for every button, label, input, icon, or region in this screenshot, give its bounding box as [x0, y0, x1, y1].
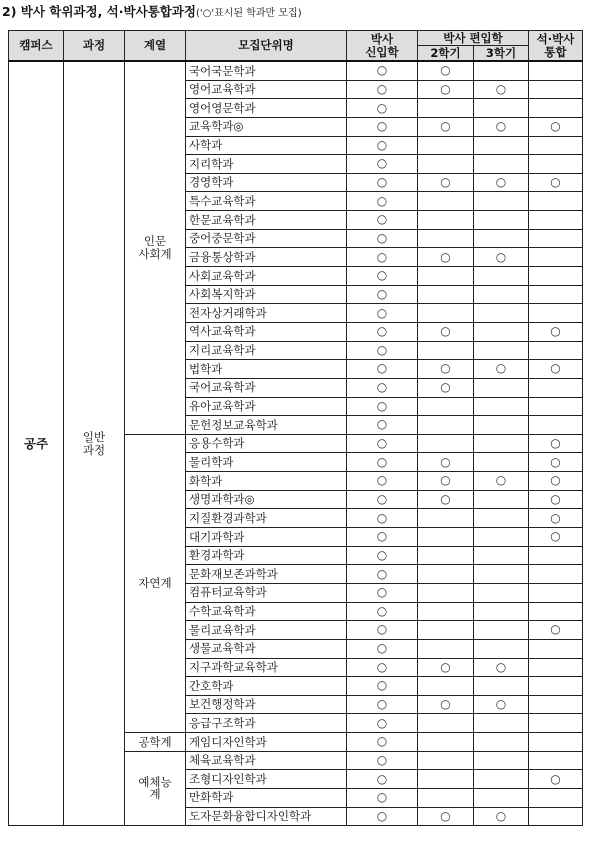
department-name: 사회교육학과	[186, 267, 347, 286]
new-doctor-mark: ○	[347, 807, 418, 826]
department-name: 지구과학교육학과	[186, 658, 347, 677]
new-doctor-mark: ○	[347, 528, 418, 547]
integrated-mark: ○	[529, 173, 583, 192]
integrated-mark	[529, 733, 583, 752]
semester-3-mark	[474, 61, 529, 80]
department-name: 유아교육학과	[186, 397, 347, 416]
semester-3-mark	[474, 192, 529, 211]
semester-2-mark: ○	[418, 807, 474, 826]
department-name: 생물교육학과	[186, 639, 347, 658]
semester-2-mark	[418, 397, 474, 416]
semester-2-mark: ○	[418, 248, 474, 267]
semester-2-mark	[418, 136, 474, 155]
semester-3-mark	[474, 546, 529, 565]
new-doctor-mark: ○	[347, 714, 418, 733]
semester-3-mark: ○	[474, 80, 529, 99]
semester-2-mark	[418, 639, 474, 658]
department-name: 응급구조학과	[186, 714, 347, 733]
header-campus: 캠퍼스	[9, 31, 64, 62]
department-name: 경영학과	[186, 173, 347, 192]
new-doctor-mark: ○	[347, 751, 418, 770]
semester-3-mark: ○	[474, 658, 529, 677]
semester-3-mark	[474, 733, 529, 752]
integrated-mark: ○	[529, 322, 583, 341]
new-doctor-mark: ○	[347, 621, 418, 640]
new-doctor-mark: ○	[347, 229, 418, 248]
semester-2-mark	[418, 434, 474, 453]
department-name: 보건행정학과	[186, 695, 347, 714]
new-doctor-mark: ○	[347, 509, 418, 528]
department-name: 전자상거래학과	[186, 304, 347, 323]
new-doctor-mark: ○	[347, 472, 418, 491]
new-doctor-mark: ○	[347, 565, 418, 584]
semester-2-mark: ○	[418, 695, 474, 714]
department-name: 지리학과	[186, 155, 347, 174]
semester-3-mark	[474, 528, 529, 547]
department-name: 지리교육학과	[186, 341, 347, 360]
field-cell: 인문 사회계	[125, 61, 186, 434]
semester-2-mark: ○	[418, 658, 474, 677]
semester-3-mark: ○	[474, 248, 529, 267]
section-note: ('○'표시된 학과만 모집)	[195, 8, 302, 19]
new-doctor-mark: ○	[347, 583, 418, 602]
new-doctor-mark: ○	[347, 788, 418, 807]
semester-3-mark	[474, 583, 529, 602]
department-name: 게임디자인학과	[186, 733, 347, 752]
semester-3-mark	[474, 770, 529, 789]
department-name: 물리교육학과	[186, 621, 347, 640]
new-doctor-mark: ○	[347, 546, 418, 565]
semester-3-mark	[474, 453, 529, 472]
header-integrated: 석·박사 통합	[529, 31, 583, 62]
new-doctor-mark: ○	[347, 733, 418, 752]
integrated-mark	[529, 136, 583, 155]
new-doctor-mark: ○	[347, 322, 418, 341]
new-doctor-mark: ○	[347, 211, 418, 230]
semester-2-mark	[418, 788, 474, 807]
section-title: 2) 박사 학위과정, 석·박사통합과정	[2, 4, 196, 19]
integrated-mark	[529, 714, 583, 733]
integrated-mark	[529, 677, 583, 696]
section-heading	[2, 2, 302, 22]
department-name: 법학과	[186, 360, 347, 379]
new-doctor-mark: ○	[347, 453, 418, 472]
department-name: 컴퓨터교육학과	[186, 583, 347, 602]
semester-2-mark	[418, 509, 474, 528]
header-semester-2: 2학기	[418, 46, 474, 62]
new-doctor-mark: ○	[347, 155, 418, 174]
department-name: 문화재보존과학과	[186, 565, 347, 584]
new-doctor-mark: ○	[347, 285, 418, 304]
semester-2-mark: ○	[418, 173, 474, 192]
new-doctor-mark: ○	[347, 434, 418, 453]
semester-2-mark	[418, 267, 474, 286]
integrated-mark	[529, 788, 583, 807]
header-semester-3: 3학기	[474, 46, 529, 62]
semester-2-mark: ○	[418, 61, 474, 80]
new-doctor-mark: ○	[347, 360, 418, 379]
department-name: 사학과	[186, 136, 347, 155]
department-name: 화학과	[186, 472, 347, 491]
integrated-mark: ○	[529, 621, 583, 640]
department-name: 생명과학과◎	[186, 490, 347, 509]
semester-3-mark	[474, 434, 529, 453]
department-name: 수학교육학과	[186, 602, 347, 621]
semester-3-mark	[474, 639, 529, 658]
integrated-mark	[529, 546, 583, 565]
semester-2-mark	[418, 751, 474, 770]
department-name: 금융통상학과	[186, 248, 347, 267]
header-field: 계열	[125, 31, 186, 62]
semester-3-mark	[474, 621, 529, 640]
semester-2-mark	[418, 677, 474, 696]
semester-2-mark: ○	[418, 453, 474, 472]
integrated-mark: ○	[529, 770, 583, 789]
integrated-mark: ○	[529, 509, 583, 528]
department-name: 영어영문학과	[186, 99, 347, 118]
semester-3-mark: ○	[474, 695, 529, 714]
integrated-mark	[529, 304, 583, 323]
integrated-mark: ○	[529, 434, 583, 453]
new-doctor-mark: ○	[347, 378, 418, 397]
semester-2-mark: ○	[418, 378, 474, 397]
semester-3-mark: ○	[474, 807, 529, 826]
table-body	[9, 61, 583, 826]
integrated-mark: ○	[529, 490, 583, 509]
field-cell: 공학계	[125, 733, 186, 752]
semester-3-mark	[474, 304, 529, 323]
integrated-mark	[529, 807, 583, 826]
semester-3-mark	[474, 229, 529, 248]
semester-2-mark: ○	[418, 490, 474, 509]
department-name: 간호학과	[186, 677, 347, 696]
semester-3-mark	[474, 490, 529, 509]
semester-2-mark: ○	[418, 117, 474, 136]
field-cell: 예체능 계	[125, 751, 186, 826]
integrated-mark: ○	[529, 360, 583, 379]
semester-3-mark: ○	[474, 360, 529, 379]
semester-3-mark	[474, 267, 529, 286]
department-name: 문헌정보교육학과	[186, 416, 347, 435]
header-course: 과정	[64, 31, 125, 62]
new-doctor-mark: ○	[347, 695, 418, 714]
header-unit: 모집단위명	[186, 31, 347, 62]
table-row	[9, 61, 583, 80]
integrated-mark	[529, 80, 583, 99]
department-name: 조형디자인학과	[186, 770, 347, 789]
semester-2-mark: ○	[418, 80, 474, 99]
new-doctor-mark: ○	[347, 248, 418, 267]
semester-2-mark	[418, 714, 474, 733]
new-doctor-mark: ○	[347, 397, 418, 416]
semester-2-mark: ○	[418, 360, 474, 379]
department-name: 역사교육학과	[186, 322, 347, 341]
new-doctor-mark: ○	[347, 416, 418, 435]
department-name: 영어교육학과	[186, 80, 347, 99]
semester-3-mark: ○	[474, 117, 529, 136]
semester-2-mark	[418, 192, 474, 211]
semester-3-mark	[474, 509, 529, 528]
semester-3-mark	[474, 378, 529, 397]
semester-3-mark	[474, 416, 529, 435]
semester-2-mark	[418, 99, 474, 118]
department-name: 한문교육학과	[186, 211, 347, 230]
semester-2-mark	[418, 304, 474, 323]
semester-3-mark	[474, 602, 529, 621]
header-transfer: 박사 편입학	[418, 31, 529, 46]
department-name: 체육교육학과	[186, 751, 347, 770]
semester-2-mark	[418, 565, 474, 584]
integrated-mark	[529, 61, 583, 80]
integrated-mark	[529, 583, 583, 602]
semester-3-mark	[474, 397, 529, 416]
new-doctor-mark: ○	[347, 173, 418, 192]
department-name: 물리학과	[186, 453, 347, 472]
semester-3-mark	[474, 341, 529, 360]
semester-3-mark	[474, 136, 529, 155]
field-cell: 자연계	[125, 434, 186, 732]
semester-3-mark	[474, 99, 529, 118]
integrated-mark: ○	[529, 117, 583, 136]
new-doctor-mark: ○	[347, 192, 418, 211]
semester-2-mark	[418, 621, 474, 640]
new-doctor-mark: ○	[347, 677, 418, 696]
integrated-mark: ○	[529, 472, 583, 491]
semester-3-mark: ○	[474, 472, 529, 491]
semester-3-mark	[474, 714, 529, 733]
new-doctor-mark: ○	[347, 61, 418, 80]
semester-2-mark	[418, 546, 474, 565]
new-doctor-mark: ○	[347, 658, 418, 677]
integrated-mark	[529, 751, 583, 770]
department-name: 도자문화융합디자인학과	[186, 807, 347, 826]
integrated-mark	[529, 639, 583, 658]
semester-2-mark	[418, 583, 474, 602]
new-doctor-mark: ○	[347, 341, 418, 360]
semester-2-mark: ○	[418, 322, 474, 341]
integrated-mark	[529, 229, 583, 248]
integrated-mark	[529, 378, 583, 397]
semester-2-mark	[418, 341, 474, 360]
department-name: 환경과학과	[186, 546, 347, 565]
new-doctor-mark: ○	[347, 80, 418, 99]
department-name: 특수교육학과	[186, 192, 347, 211]
integrated-mark	[529, 397, 583, 416]
new-doctor-mark: ○	[347, 99, 418, 118]
department-name: 사회복지학과	[186, 285, 347, 304]
semester-3-mark	[474, 211, 529, 230]
new-doctor-mark: ○	[347, 639, 418, 658]
semester-2-mark	[418, 602, 474, 621]
integrated-mark	[529, 658, 583, 677]
integrated-mark	[529, 565, 583, 584]
new-doctor-mark: ○	[347, 770, 418, 789]
header-new-doctor: 박사 신입학	[347, 31, 418, 62]
department-name: 지질환경과학과	[186, 509, 347, 528]
integrated-mark	[529, 695, 583, 714]
integrated-mark: ○	[529, 453, 583, 472]
semester-2-mark	[418, 528, 474, 547]
new-doctor-mark: ○	[347, 136, 418, 155]
department-name: 만화학과	[186, 788, 347, 807]
department-name: 대기과학과	[186, 528, 347, 547]
integrated-mark	[529, 416, 583, 435]
semester-3-mark	[474, 677, 529, 696]
new-doctor-mark: ○	[347, 117, 418, 136]
new-doctor-mark: ○	[347, 304, 418, 323]
integrated-mark	[529, 99, 583, 118]
semester-3-mark	[474, 565, 529, 584]
integrated-mark	[529, 192, 583, 211]
department-name: 응용수학과	[186, 434, 347, 453]
admission-table	[8, 30, 583, 826]
new-doctor-mark: ○	[347, 267, 418, 286]
integrated-mark	[529, 341, 583, 360]
semester-2-mark	[418, 416, 474, 435]
semester-2-mark	[418, 211, 474, 230]
semester-2-mark	[418, 229, 474, 248]
department-name: 국어교육학과	[186, 378, 347, 397]
semester-3-mark	[474, 751, 529, 770]
semester-2-mark	[418, 770, 474, 789]
semester-3-mark	[474, 322, 529, 341]
department-name: 교육학과◎	[186, 117, 347, 136]
integrated-mark	[529, 248, 583, 267]
semester-2-mark	[418, 285, 474, 304]
semester-3-mark	[474, 285, 529, 304]
semester-2-mark	[418, 155, 474, 174]
new-doctor-mark: ○	[347, 602, 418, 621]
department-name: 중어중문학과	[186, 229, 347, 248]
campus-cell: 공주	[9, 61, 64, 826]
course-cell: 일반 과정	[64, 61, 125, 826]
semester-2-mark	[418, 733, 474, 752]
integrated-mark	[529, 155, 583, 174]
semester-2-mark: ○	[418, 472, 474, 491]
new-doctor-mark: ○	[347, 490, 418, 509]
semester-3-mark	[474, 788, 529, 807]
integrated-mark	[529, 602, 583, 621]
semester-3-mark: ○	[474, 173, 529, 192]
table-header	[9, 31, 583, 62]
department-name: 국어국문학과	[186, 61, 347, 80]
integrated-mark	[529, 211, 583, 230]
integrated-mark	[529, 285, 583, 304]
semester-3-mark	[474, 155, 529, 174]
integrated-mark: ○	[529, 528, 583, 547]
integrated-mark	[529, 267, 583, 286]
